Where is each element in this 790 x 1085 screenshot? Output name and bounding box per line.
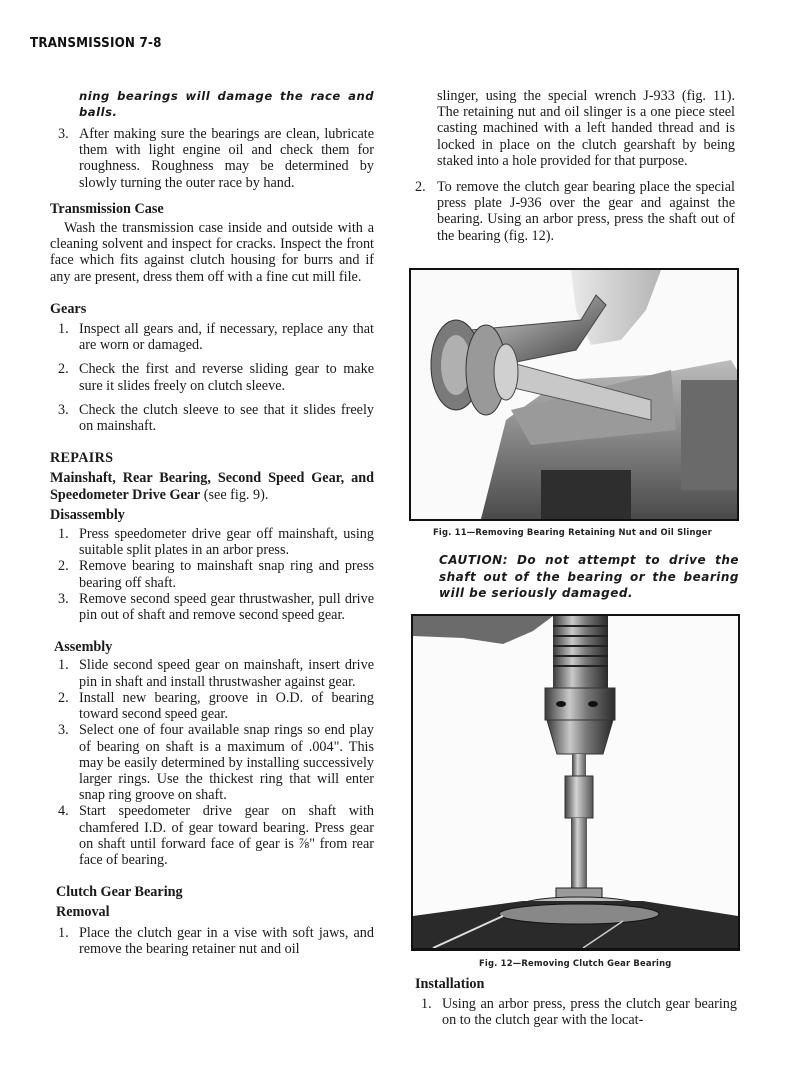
disassembly-steps bbox=[52, 526, 374, 623]
list-item: 1. Press speedometer drive gear off mainshaft, using suitable split plates in an arbor press. bbox=[58, 526, 374, 559]
vise-wrench-illustration bbox=[411, 270, 737, 519]
list-item: 3. Remove second speed gear thrustwasher, pull drive pin out of shaft and remove second speed gear. bbox=[58, 590, 374, 624]
bearing-steps bbox=[52, 126, 374, 191]
list-item: 2. Remove bearing to mainshaft snap ring and press bearing off shaft. bbox=[58, 558, 374, 591]
figure-11-photo bbox=[409, 268, 739, 521]
continued-caution: ning bearings will damage the race and balls. bbox=[79, 89, 374, 119]
list-item: 1. Place the clutch gear in a vise with soft jaws, and remove the bearing retainer nut and oil bbox=[58, 924, 374, 957]
installation-section bbox=[415, 976, 737, 1029]
list-item: 4. Start speedometer drive gear on shaft with chamfered I.D. of gear toward bearing. Press gear on shaft until forward face of gear is ⅞" from rear face of bearing. bbox=[58, 803, 374, 868]
page-header: TRANSMISSION 7-8 bbox=[30, 36, 162, 51]
list-item: 1. Slide second speed gear on mainshaft, insert drive pin in shaft and install thrustwasher against gear. bbox=[58, 657, 374, 690]
removal-steps-continued bbox=[415, 179, 735, 244]
section-heading-transmission-case: Transmission Case bbox=[50, 200, 164, 217]
section-heading-installation: Installation bbox=[415, 976, 485, 992]
installation-steps bbox=[415, 996, 737, 1028]
list-item: 1. Using an arbor press, press the clutch gear bearing on to the clutch gear with the locat- bbox=[421, 996, 737, 1029]
section-heading-removal: Removal bbox=[56, 904, 110, 921]
figure-11-caption: Fig. 11—Removing Bearing Retaining Nut and Oil Slinger bbox=[433, 527, 713, 537]
list-item: 3. After making sure the bearings are clean, lubricate them with light engine oil and check them for roughness. Roughness may be determined by slowly turning the outer race by hand. bbox=[58, 126, 374, 191]
assembly-steps bbox=[52, 657, 374, 868]
list-item: 3. Check the clutch sleeve to see that it slides freely on mainshaft. bbox=[58, 401, 374, 435]
section-heading-gears: Gears bbox=[50, 300, 87, 317]
right-column bbox=[415, 88, 735, 244]
repairs-subheading: Mainshaft, Rear Bearing, Second Speed Gear, and Speedometer Drive Gear (see fig. 9). bbox=[50, 470, 374, 503]
list-item: 1. Inspect all gears and, if necessary, replace any that are worn or damaged. bbox=[58, 321, 374, 354]
section-heading-disassembly: Disassembly bbox=[50, 506, 125, 523]
list-item: 2. To remove the clutch gear bearing place the special press plate J-936 over the gear and against the bearing. Using an arbor press, press the shaft out of the bearing (fig. 12). bbox=[415, 179, 735, 244]
list-item: 2. Install new bearing, groove in O.D. of bearing toward second speed gear. bbox=[58, 689, 374, 723]
figure-12-photo bbox=[411, 614, 740, 951]
continued-text: slinger, using the special wrench J-933 (fig. 11). The retaining nut and oil slinger is a one piece steel casting machined with a left handed thread and is locked in place on the clutch gearshaft by being staked into a hole provided for that purpose. bbox=[437, 88, 735, 169]
section-heading-clutch-gear-bearing: Clutch Gear Bearing bbox=[56, 884, 183, 901]
transmission-case-body: Wash the transmission case inside and outside with a cleaning solvent and inspect for cracks. Inspect the front face which fits against clutch housing for burrs and if any are present, dress them off with a fine cut mill file. bbox=[50, 220, 374, 285]
removal-steps bbox=[52, 925, 374, 957]
arbor-press-illustration bbox=[413, 616, 738, 948]
section-heading-repairs: REPAIRS bbox=[50, 450, 114, 467]
caution-note: CAUTION: Do not attempt to drive the shaft out of the bearing or the bearing will be seriously damaged. bbox=[439, 553, 739, 600]
list-item: 3. Select one of four available snap rings so end play of bearing on shaft is a maximum of .004". This may be easily determined by installing successively larger rings. Use the thickest ring that will enter snap ring groove on shaft. bbox=[58, 722, 374, 804]
clutch-gear-splines bbox=[565, 776, 593, 818]
section-heading-assembly: Assembly bbox=[54, 639, 113, 656]
list-item: 2. Check the first and reverse sliding gear to make sure it slides freely on clutch sleeve. bbox=[58, 361, 374, 394]
gears-steps bbox=[52, 321, 374, 434]
left-column bbox=[52, 88, 374, 957]
figure-12-caption: Fig. 12—Removing Clutch Gear Bearing bbox=[479, 958, 672, 968]
